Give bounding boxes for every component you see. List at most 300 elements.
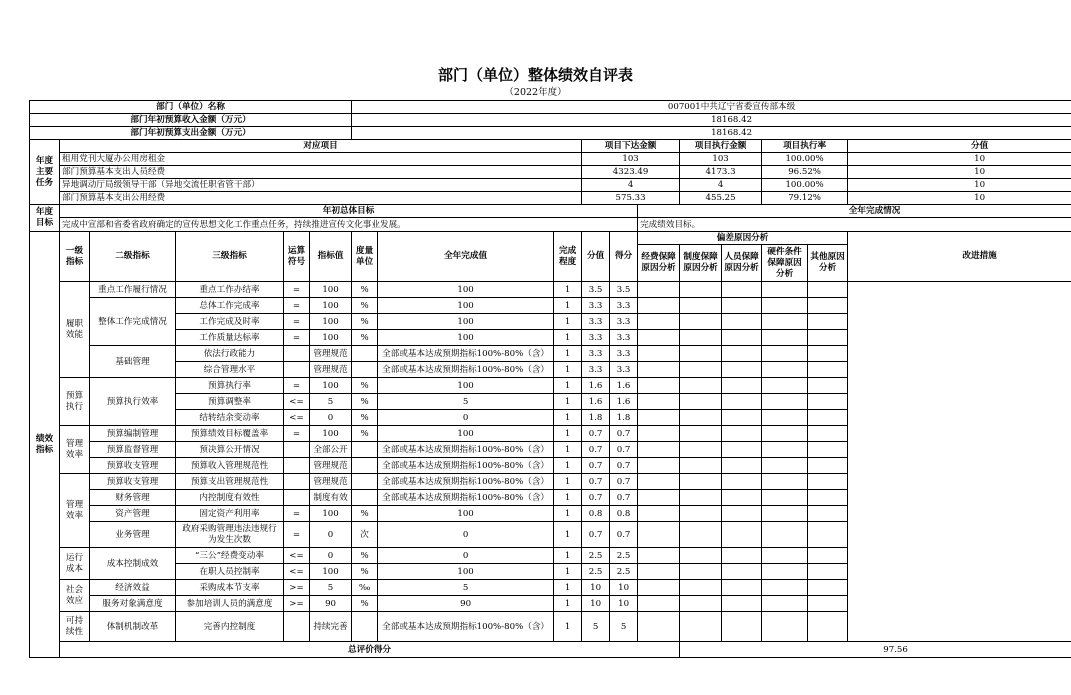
cell-deg: 1 — [554, 378, 582, 394]
cell-d3 — [722, 490, 762, 506]
cell-actual: 全部或基本达成预期指标100%-80%（含） — [378, 458, 554, 474]
cell-score: 0.7 — [582, 474, 610, 490]
cell-score: 3.3 — [582, 298, 610, 314]
cell-d3 — [722, 346, 762, 362]
cell-d2 — [680, 474, 722, 490]
cell-d2 — [680, 378, 722, 394]
cell-d5 — [808, 548, 848, 564]
header-score: 分值 — [582, 232, 610, 282]
page-subtitle: （2022年度） — [504, 87, 567, 98]
cell-actual: 5 — [378, 580, 554, 596]
cell-actual: 全部或基本达成预期指标100%-80%（含） — [378, 362, 554, 378]
cell-op: = — [284, 314, 310, 330]
cell-score: 0.7 — [582, 458, 610, 474]
cell-d1 — [638, 580, 680, 596]
cell-op: = — [284, 506, 310, 522]
cell-got: 5 — [610, 612, 638, 642]
cell-l3: 固定资产利用率 — [176, 506, 284, 522]
cell-d1 — [638, 314, 680, 330]
cell-l2: 成本控制成效 — [90, 548, 176, 580]
cell-got: 0.7 — [610, 458, 638, 474]
cell-d5 — [808, 490, 848, 506]
goals-content-row — [30, 218, 1071, 232]
task-executed: 4173.3 — [680, 166, 762, 179]
cell-op: = — [284, 298, 310, 314]
cell-d5 — [808, 474, 848, 490]
cell-score: 1.8 — [582, 410, 610, 426]
cell-d4 — [762, 394, 808, 410]
cell-d5 — [808, 378, 848, 394]
task-executed: 4 — [680, 179, 762, 192]
cell-l3: 预算绩效目标覆盖率 — [176, 426, 284, 442]
cell-l3: 工作质量达标率 — [176, 330, 284, 346]
cell-got: 1.8 — [610, 410, 638, 426]
cell-d2 — [680, 282, 722, 298]
task-row — [30, 153, 1071, 166]
tasks-header-rate: 项目执行率 — [762, 140, 848, 153]
header-d2: 制度保障原因分析 — [680, 245, 722, 282]
cell-unit: ‰ — [352, 580, 378, 596]
cell-deg: 1 — [554, 506, 582, 522]
cell-op — [284, 458, 310, 474]
cell-deg: 1 — [554, 362, 582, 378]
cell-d5 — [808, 522, 848, 548]
income-value: 18168.42 — [352, 114, 1071, 127]
cell-l2: 预算收支管理 — [90, 474, 176, 490]
cell-val: 0 — [310, 548, 352, 564]
cell-score: 1.6 — [582, 378, 610, 394]
indicators-side-label: 绩效指标 — [30, 232, 60, 658]
header-unit: 度量单位 — [352, 232, 378, 282]
cell-val: 100 — [310, 298, 352, 314]
cell-d3 — [722, 394, 762, 410]
cell-score: 0.7 — [582, 442, 610, 458]
cell-d3 — [722, 314, 762, 330]
total-value: 97.56 — [680, 642, 1071, 658]
cell-d3 — [722, 596, 762, 612]
header-d5: 其他原因分析 — [808, 245, 848, 282]
cell-score: 2.5 — [582, 548, 610, 564]
cell-actual: 100 — [378, 564, 554, 580]
cell-op: = — [284, 522, 310, 548]
cell-d1 — [638, 596, 680, 612]
cell-d3 — [722, 522, 762, 548]
cell-d4 — [762, 522, 808, 548]
header-lvl2: 二级指标 — [90, 232, 176, 282]
cell-actual: 5 — [378, 394, 554, 410]
cell-op: = — [284, 330, 310, 346]
cell-d1 — [638, 298, 680, 314]
cell-score: 3.3 — [582, 346, 610, 362]
cell-actual: 全部或基本达成预期指标100%-80%（含） — [378, 612, 554, 642]
cell-unit — [352, 362, 378, 378]
header-degree: 完成程度 — [554, 232, 582, 282]
cell-op: = — [284, 282, 310, 298]
cell-op: <= — [284, 394, 310, 410]
cell-d5 — [808, 362, 848, 378]
cell-deg: 1 — [554, 474, 582, 490]
total-label: 总评价得分 — [60, 642, 680, 658]
task-rate: 100.00% — [762, 153, 848, 166]
cell-got: 0.8 — [610, 506, 638, 522]
cell-d2 — [680, 548, 722, 564]
evaluation-table — [29, 100, 1071, 658]
task-rate: 96.52% — [762, 166, 848, 179]
cell-got: 0.7 — [610, 442, 638, 458]
cell-d2 — [680, 314, 722, 330]
header-op: 运算符号 — [284, 232, 310, 282]
cell-d1 — [638, 522, 680, 548]
cell-unit: % — [352, 410, 378, 426]
tasks-header-item: 对应项目 — [60, 140, 582, 153]
cell-d2 — [680, 596, 722, 612]
cell-got: 2.5 — [610, 548, 638, 564]
cell-l3: 预算支出管理规范性 — [176, 474, 284, 490]
cell-d5 — [808, 612, 848, 642]
cell-l2: 经济效益 — [90, 580, 176, 596]
tasks-side-label: 年度主要任务 — [30, 140, 60, 205]
cell-l3: 预算收入管理规范性 — [176, 458, 284, 474]
cell-unit: % — [352, 282, 378, 298]
cell-deg: 1 — [554, 442, 582, 458]
cell-d1 — [638, 330, 680, 346]
cell-score: 0.7 — [582, 426, 610, 442]
cell-l3: 内控制度有效性 — [176, 490, 284, 506]
task-executed: 455.25 — [680, 192, 762, 205]
cell-d2 — [680, 426, 722, 442]
cell-d4 — [762, 426, 808, 442]
cell-unit — [352, 612, 378, 642]
cell-l3: 工作完成及时率 — [176, 314, 284, 330]
cell-actual: 100 — [378, 282, 554, 298]
cell-d4 — [762, 330, 808, 346]
cell-op — [284, 442, 310, 458]
cell-actual: 100 — [378, 314, 554, 330]
cell-d4 — [762, 282, 808, 298]
goals-header-row — [30, 205, 1071, 218]
cell-score: 0.8 — [582, 506, 610, 522]
goals-initial-header: 年初总体目标 — [60, 205, 638, 218]
cell-op — [284, 490, 310, 506]
cell-l2: 服务对象满意度 — [90, 596, 176, 612]
cell-got: 3.3 — [610, 362, 638, 378]
cell-d1 — [638, 282, 680, 298]
cell-l3: 参加培训人员的满意度 — [176, 596, 284, 612]
cell-d3 — [722, 564, 762, 580]
cell-got: 0.7 — [610, 474, 638, 490]
cell-got: 3.3 — [610, 330, 638, 346]
task-name: 部门预算基本支出人员经费 — [60, 166, 582, 179]
cell-d3 — [722, 298, 762, 314]
page-title: 部门（单位）整体绩效自评表 — [437, 66, 633, 84]
indicator-header-row — [30, 232, 1071, 245]
cell-deg: 1 — [554, 426, 582, 442]
cell-d5 — [808, 346, 848, 362]
cell-l2: 预算监督管理 — [90, 442, 176, 458]
cell-d4 — [762, 458, 808, 474]
cell-d5 — [808, 394, 848, 410]
cell-deg: 1 — [554, 596, 582, 612]
cell-d2 — [680, 506, 722, 522]
cell-d4 — [762, 474, 808, 490]
task-rate: 100.00% — [762, 179, 848, 192]
cell-unit: % — [352, 564, 378, 580]
cell-val: 管理规范 — [310, 458, 352, 474]
header-got: 得分 — [610, 232, 638, 282]
cell-got: 0.7 — [610, 426, 638, 442]
header-value: 指标值 — [310, 232, 352, 282]
cell-val: 制度有效 — [310, 490, 352, 506]
cell-unit: % — [352, 298, 378, 314]
cell-d5 — [808, 330, 848, 346]
cell-unit: % — [352, 330, 378, 346]
cell-l3: 预决算公开情况 — [176, 442, 284, 458]
task-rate: 79.12% — [762, 192, 848, 205]
cell-d4 — [762, 612, 808, 642]
goals-initial-text: 完成中宣部和省委省政府确定的宣传思想文化工作重点任务，持续推进宣传文化事业发展。 — [60, 218, 638, 232]
cell-l3: “三公”经费变动率 — [176, 548, 284, 564]
cell-d4 — [762, 596, 808, 612]
cell-deg: 1 — [554, 548, 582, 564]
task-name: 部门预算基本支出公用经费 — [60, 192, 582, 205]
cell-d4 — [762, 564, 808, 580]
improvement-cell — [848, 282, 1071, 642]
cell-d1 — [638, 346, 680, 362]
expense-value: 18168.42 — [352, 127, 1071, 140]
cell-got: 1.6 — [610, 378, 638, 394]
cell-d4 — [762, 548, 808, 564]
cell-val: 0 — [310, 410, 352, 426]
cell-l3: 在职人员控制率 — [176, 564, 284, 580]
task-issued: 103 — [582, 153, 680, 166]
cell-deg: 1 — [554, 314, 582, 330]
cell-op: <= — [284, 410, 310, 426]
unit-name-row — [30, 101, 1071, 114]
cell-unit: % — [352, 548, 378, 564]
cell-d1 — [638, 394, 680, 410]
cell-got: 10 — [610, 596, 638, 612]
cell-d3 — [722, 506, 762, 522]
cell-val: 管理规范 — [310, 362, 352, 378]
cell-l3: 总体工作完成率 — [176, 298, 284, 314]
cell-d4 — [762, 506, 808, 522]
cell-val: 全部公开 — [310, 442, 352, 458]
cell-unit — [352, 474, 378, 490]
cell-l3: 结转结余变动率 — [176, 410, 284, 426]
cell-deg: 1 — [554, 330, 582, 346]
cell-deg: 1 — [554, 522, 582, 548]
cell-d2 — [680, 442, 722, 458]
cell-got: 0.7 — [610, 522, 638, 548]
cell-l3: 完善内控制度 — [176, 612, 284, 642]
cell-got: 3.5 — [610, 282, 638, 298]
cell-d3 — [722, 362, 762, 378]
header-d4: 硬件条件保障原因分析 — [762, 245, 808, 282]
cell-d4 — [762, 490, 808, 506]
task-issued: 4323.49 — [582, 166, 680, 179]
cell-unit — [352, 458, 378, 474]
cell-l3: 依法行政能力 — [176, 346, 284, 362]
cell-d4 — [762, 298, 808, 314]
cell-l3: 预算执行率 — [176, 378, 284, 394]
cell-d2 — [680, 522, 722, 548]
unit-name-label: 部门（单位）名称 — [30, 101, 352, 114]
cell-deg: 1 — [554, 298, 582, 314]
header-d3: 人员保障原因分析 — [722, 245, 762, 282]
tasks-header-score: 分值 — [848, 140, 1071, 153]
cell-d5 — [808, 458, 848, 474]
cell-d4 — [762, 378, 808, 394]
cell-l2: 资产管理 — [90, 506, 176, 522]
cell-op — [284, 362, 310, 378]
cell-actual: 全部或基本达成预期指标100%-80%（含） — [378, 346, 554, 362]
cell-d4 — [762, 410, 808, 426]
cell-unit: % — [352, 314, 378, 330]
cell-l3: 采购成本节支率 — [176, 580, 284, 596]
cell-unit: % — [352, 378, 378, 394]
cell-d3 — [722, 442, 762, 458]
cell-actual: 全部或基本达成预期指标100%-80%（含） — [378, 490, 554, 506]
header-improve: 改进措施 — [848, 232, 1071, 282]
cell-unit: % — [352, 394, 378, 410]
cell-unit: 次 — [352, 522, 378, 548]
cell-actual: 100 — [378, 426, 554, 442]
table-row — [30, 282, 1071, 298]
cell-d1 — [638, 458, 680, 474]
cell-l3: 预算调整率 — [176, 394, 284, 410]
cell-d3 — [722, 410, 762, 426]
cell-score: 10 — [582, 580, 610, 596]
cell-got: 1.6 — [610, 394, 638, 410]
goals-completion-header: 全年完成情况 — [638, 205, 1071, 218]
cell-actual: 100 — [378, 506, 554, 522]
cell-val: 0 — [310, 522, 352, 548]
cell-op: >= — [284, 580, 310, 596]
cell-val: 5 — [310, 394, 352, 410]
cell-deg: 1 — [554, 346, 582, 362]
cell-d1 — [638, 474, 680, 490]
tasks-header-issued: 项目下达金额 — [582, 140, 680, 153]
cell-d5 — [808, 506, 848, 522]
cell-score: 0.7 — [582, 490, 610, 506]
cell-val: 100 — [310, 564, 352, 580]
cell-l2: 体制机制改革 — [90, 612, 176, 642]
lvl1-manage2: 管理效率 — [60, 474, 90, 548]
cell-d3 — [722, 612, 762, 642]
task-score: 10 — [848, 166, 1071, 179]
cell-deg: 1 — [554, 580, 582, 596]
cell-deg: 1 — [554, 394, 582, 410]
cell-d3 — [722, 330, 762, 346]
task-issued: 575.33 — [582, 192, 680, 205]
task-row — [30, 166, 1071, 179]
cell-d5 — [808, 426, 848, 442]
cell-actual: 100 — [378, 298, 554, 314]
cell-op: <= — [284, 564, 310, 580]
cell-d5 — [808, 282, 848, 298]
cell-actual: 0 — [378, 410, 554, 426]
task-row — [30, 192, 1071, 205]
cell-actual: 全部或基本达成预期指标100%-80%（含） — [378, 474, 554, 490]
task-score: 10 — [848, 192, 1071, 205]
cell-val: 持续完善 — [310, 612, 352, 642]
cell-d1 — [638, 506, 680, 522]
cell-score: 10 — [582, 596, 610, 612]
cell-d3 — [722, 548, 762, 564]
cell-deg: 1 — [554, 282, 582, 298]
lvl1-sustain: 可持续性 — [60, 612, 90, 642]
cell-score: 1.6 — [582, 394, 610, 410]
cell-l2: 预算收支管理 — [90, 458, 176, 474]
cell-got: 3.3 — [610, 346, 638, 362]
cell-deg: 1 — [554, 410, 582, 426]
cell-op: = — [284, 378, 310, 394]
header-actual: 全年完成值 — [378, 232, 554, 282]
cell-d3 — [722, 282, 762, 298]
cell-d2 — [680, 490, 722, 506]
lvl1-operate: 运行成本 — [60, 548, 90, 580]
cell-val: 管理规范 — [310, 474, 352, 490]
cell-d5 — [808, 596, 848, 612]
cell-l3: 重点工作办结率 — [176, 282, 284, 298]
cell-actual: 100 — [378, 330, 554, 346]
cell-d4 — [762, 362, 808, 378]
header-deviation: 偏差原因分析 — [638, 232, 848, 245]
cell-l2: 预算执行效率 — [90, 378, 176, 426]
cell-score: 3.5 — [582, 282, 610, 298]
cell-d5 — [808, 410, 848, 426]
task-name: 异地调动厅局级领导干部（异地交流任职省管干部） — [60, 179, 582, 192]
goals-completion-text: 完成绩效目标。 — [638, 218, 1071, 232]
cell-d1 — [638, 442, 680, 458]
cell-actual: 90 — [378, 596, 554, 612]
cell-got: 0.7 — [610, 490, 638, 506]
task-score: 10 — [848, 153, 1071, 166]
task-executed: 103 — [680, 153, 762, 166]
cell-score: 5 — [582, 612, 610, 642]
cell-d5 — [808, 580, 848, 596]
cell-got: 3.3 — [610, 314, 638, 330]
expense-row — [30, 127, 1071, 140]
header-d1: 经费保障原因分析 — [638, 245, 680, 282]
cell-d1 — [638, 564, 680, 580]
cell-d2 — [680, 564, 722, 580]
cell-score: 3.3 — [582, 330, 610, 346]
cell-val: 100 — [310, 314, 352, 330]
cell-d1 — [638, 410, 680, 426]
cell-val: 100 — [310, 330, 352, 346]
cell-d5 — [808, 442, 848, 458]
tasks-header-row — [30, 140, 1071, 153]
cell-val: 100 — [310, 282, 352, 298]
cell-got: 10 — [610, 580, 638, 596]
cell-d2 — [680, 458, 722, 474]
cell-d2 — [680, 298, 722, 314]
cell-d1 — [638, 362, 680, 378]
cell-actual: 0 — [378, 522, 554, 548]
cell-unit: % — [352, 506, 378, 522]
cell-got: 3.3 — [610, 298, 638, 314]
cell-d4 — [762, 442, 808, 458]
cell-actual: 全部或基本达成预期指标100%-80%（含） — [378, 442, 554, 458]
tasks-header-executed: 项目执行金额 — [680, 140, 762, 153]
cell-l2: 重点工作履行情况 — [90, 282, 176, 298]
cell-val: 100 — [310, 378, 352, 394]
task-row — [30, 179, 1071, 192]
cell-op: = — [284, 426, 310, 442]
cell-d2 — [680, 362, 722, 378]
cell-d2 — [680, 410, 722, 426]
